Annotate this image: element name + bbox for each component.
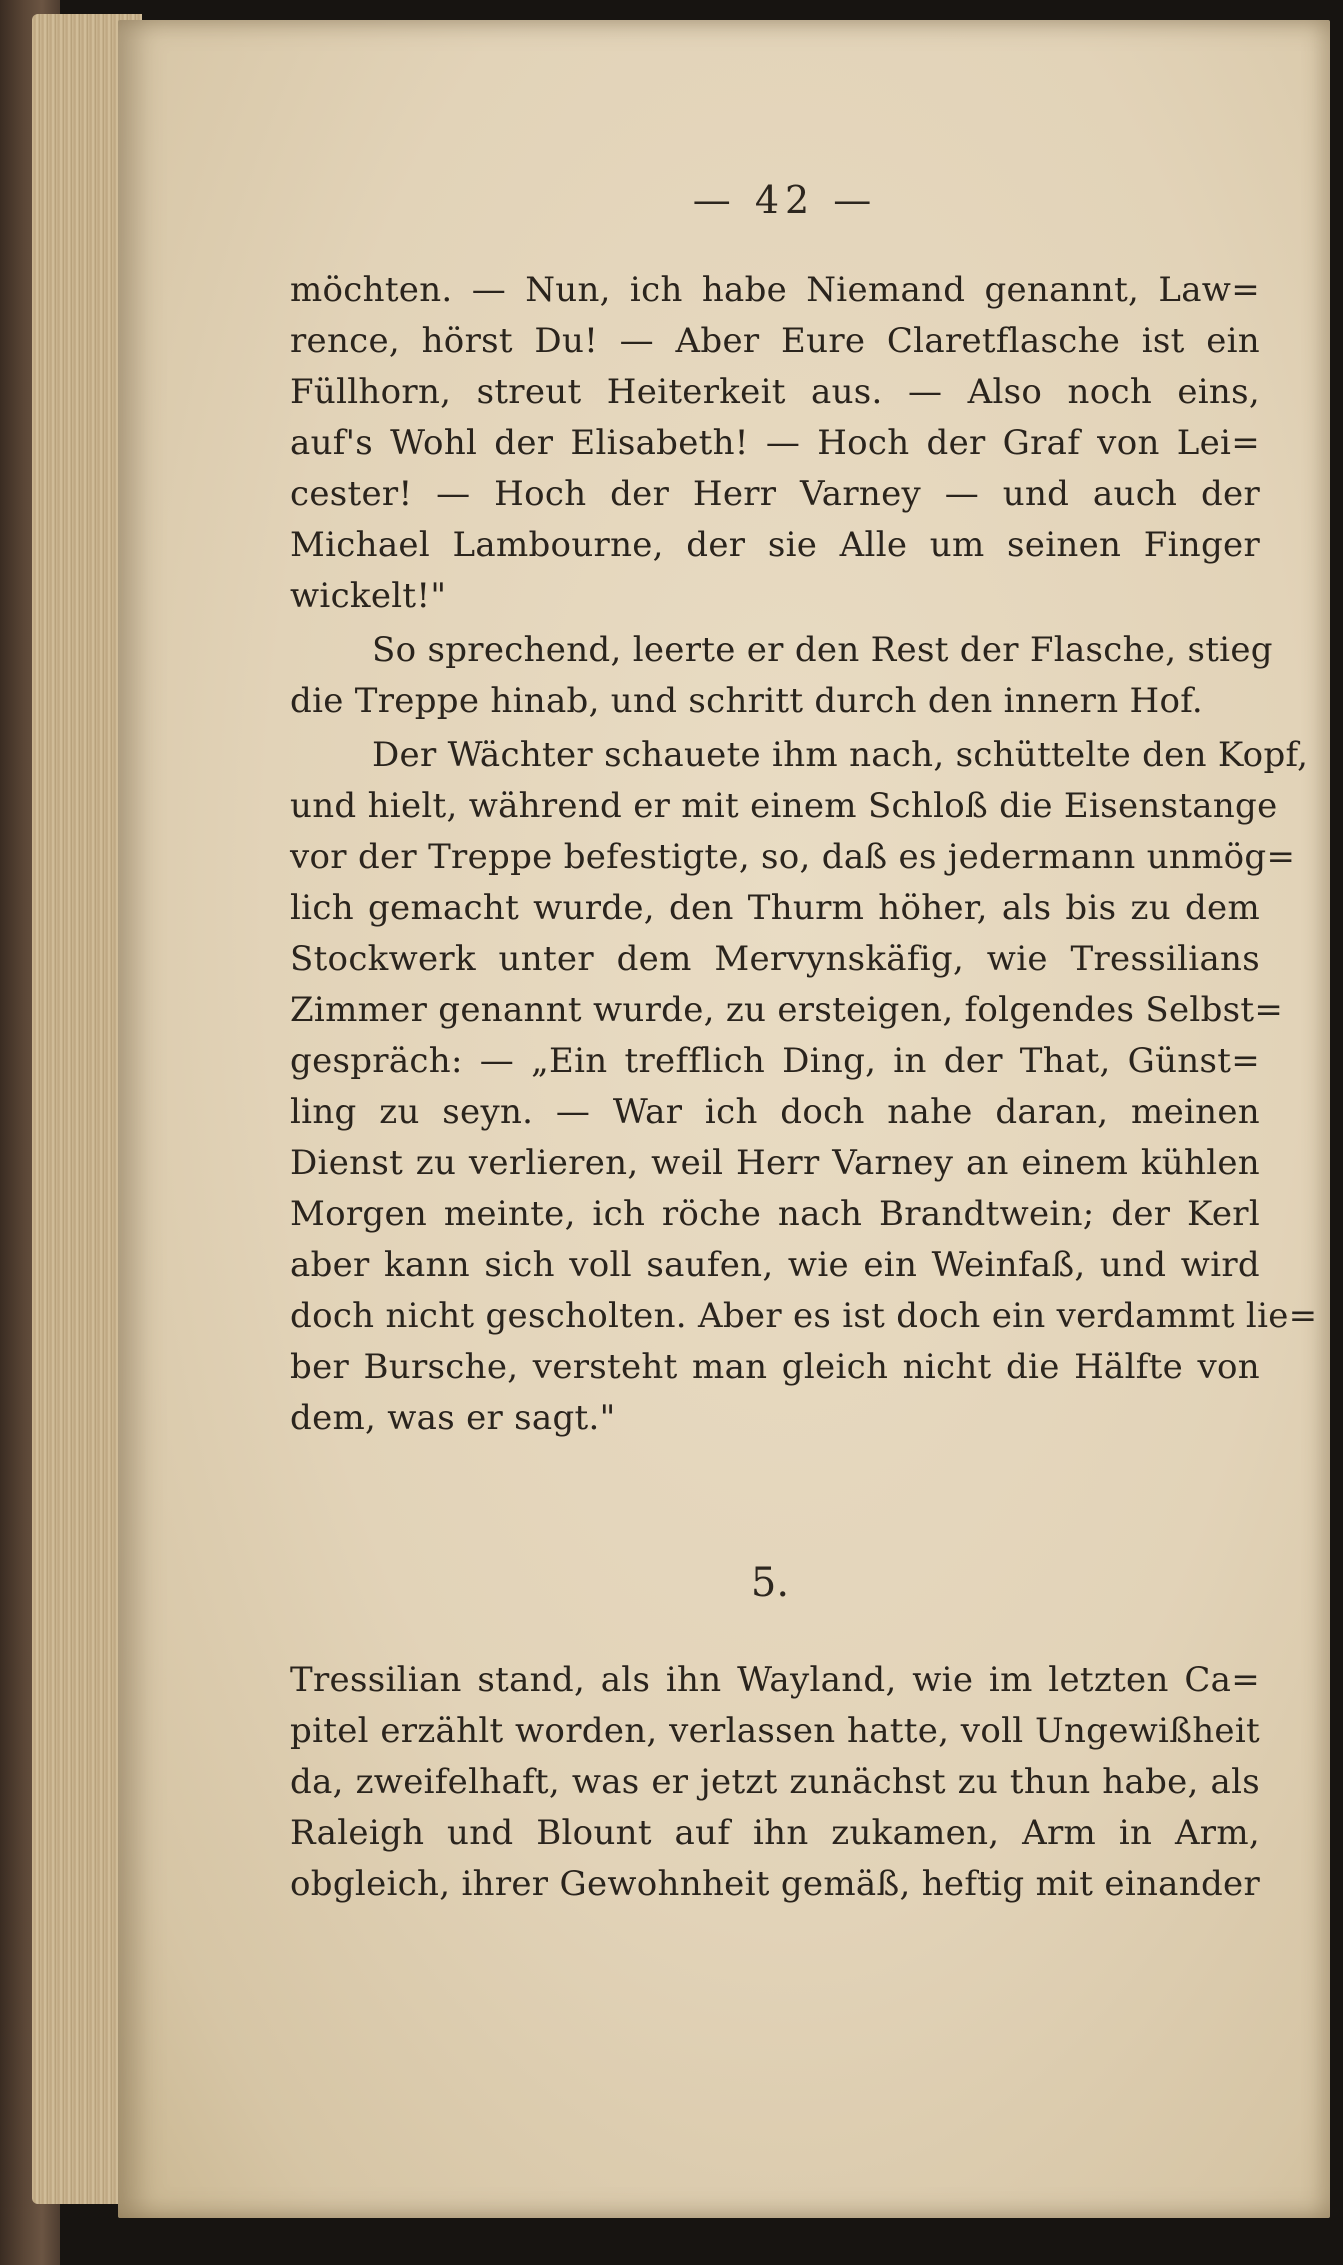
text-line: und hielt, während er mit einem Schloß die Eisenstange bbox=[290, 786, 1278, 826]
text-line: Der Wächter schauete ihm nach, schüttelte den Kopf, bbox=[372, 735, 1309, 775]
text-line: Zimmer genannt wurde, zu ersteigen, folgendes Selbst= bbox=[290, 990, 1284, 1030]
chapter-number: 5. bbox=[750, 1560, 790, 1606]
text-line: lich gemacht wurde, den Thurm höher, als bis zu dem bbox=[290, 888, 1260, 928]
text-line: rence, hörst Du! — Aber Eure Claretflasche ist ein bbox=[290, 321, 1260, 361]
chapter-text-line: obgleich, ihrer Gewohnheit gemäß, heftig mit einander bbox=[290, 1864, 1260, 1904]
text-line: ling zu seyn. — War ich doch nahe daran, meinen bbox=[290, 1092, 1260, 1132]
page-number-heading: — 42 — bbox=[692, 178, 878, 222]
chapter-text-line: Tressilian stand, als ihn Wayland, wie im letzten Ca= bbox=[290, 1660, 1260, 1700]
chapter-text-line: pitel erzählt worden, verlassen hatte, voll Ungewißheit bbox=[290, 1711, 1260, 1751]
chapter-text-line: da, zweifelhaft, was er jetzt zunächst zu thun habe, als bbox=[290, 1762, 1260, 1802]
text-line: möchten. — Nun, ich habe Niemand genannt, Law= bbox=[290, 270, 1260, 310]
text-line: gespräch: — „Ein trefflich Ding, in der That, Günst= bbox=[290, 1041, 1260, 1081]
text-line: Füllhorn, streut Heiterkeit aus. — Also noch eins, bbox=[290, 372, 1260, 412]
text-line: die Treppe hinab, und schritt durch den innern Hof. bbox=[290, 681, 1204, 721]
text-line: Michael Lambourne, der sie Alle um seinen Finger bbox=[290, 525, 1260, 565]
text-line: Morgen meinte, ich röche nach Brandtwein; der Kerl bbox=[290, 1194, 1260, 1234]
text-line: ber Bursche, versteht man gleich nicht die Hälfte von bbox=[290, 1347, 1260, 1387]
text-line: wickelt!" bbox=[290, 576, 447, 616]
text-line: Stockwerk unter dem Mervynskäfig, wie Tressilians bbox=[290, 939, 1260, 979]
text-line: vor der Treppe befestigte, so, daß es jedermann unmög= bbox=[290, 837, 1296, 877]
text-line: doch nicht gescholten. Aber es ist doch ein verdammt lie= bbox=[290, 1296, 1318, 1336]
text-line: Dienst zu verlieren, weil Herr Varney an einem kühlen bbox=[290, 1143, 1260, 1183]
text-line: auf's Wohl der Elisabeth! — Hoch der Graf von Lei= bbox=[290, 423, 1260, 463]
text-line: dem, was er sagt." bbox=[290, 1398, 616, 1438]
text-line: aber kann sich voll saufen, wie ein Weinfaß, und wird bbox=[290, 1245, 1260, 1285]
text-line: cester! — Hoch der Herr Varney — und auch der bbox=[290, 474, 1260, 514]
text-line: So sprechend, leerte er den Rest der Flasche, stieg bbox=[372, 630, 1273, 670]
chapter-text-line: Raleigh und Blount auf ihn zukamen, Arm in Arm, bbox=[290, 1813, 1260, 1853]
